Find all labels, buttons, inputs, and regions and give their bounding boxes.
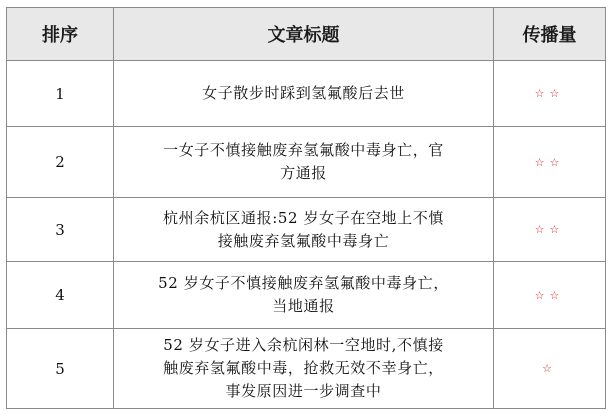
row-spread-rating (494, 329, 606, 409)
row-rank: 4 (7, 262, 114, 329)
title-line: 接触废弃氢氟酸中毒身亡 (217, 231, 390, 250)
row-rank: 1 (7, 61, 114, 127)
news-spread-table (6, 7, 606, 409)
star-icon: ☆ (534, 288, 550, 302)
row-title (114, 61, 494, 127)
row-title (114, 262, 494, 329)
title-line: 当地通报 (272, 297, 335, 315)
star-icon: ☆ (542, 362, 557, 375)
row-title (114, 127, 494, 198)
row-spread-rating (494, 127, 606, 198)
title-line: 52 岁女子不慎接触废弃氢氟酸中毒身亡， (158, 274, 449, 292)
row-title (114, 329, 494, 409)
title-line: 事发原因进一步调查中 (225, 382, 382, 400)
row-spread-rating (494, 262, 606, 329)
row-rank: 2 (7, 127, 114, 198)
row-rank: 5 (7, 329, 114, 409)
table-row (7, 329, 606, 409)
star-icon: ☆ (549, 155, 565, 169)
star-icon: ☆ (549, 223, 565, 236)
table-row (7, 198, 606, 262)
row-spread-rating (494, 61, 606, 127)
star-icon: ☆ (549, 288, 565, 302)
header-title: 文章标题 (114, 8, 494, 61)
row-spread-rating (494, 198, 606, 262)
title-line: 女子散步时踩到氢氟酸后去世 (202, 84, 405, 102)
header-spread: 传播量 (494, 8, 606, 61)
row-title (114, 198, 494, 262)
title-line: 杭州余杭区通报:52 岁女子在空地上不慎 (163, 208, 444, 227)
header-row (7, 8, 606, 61)
table-row (7, 127, 606, 198)
title-line: 方通报 (280, 164, 327, 182)
table-row (7, 61, 606, 127)
star-icon: ☆ (534, 87, 550, 100)
star-icon: ☆ (534, 223, 550, 236)
table-body (7, 61, 606, 409)
star-icon: ☆ (534, 155, 550, 169)
title-line: 触废弃氢氟酸中毒，抢救无效不幸身亡， (163, 359, 444, 377)
row-rank: 3 (7, 198, 114, 262)
title-line: 52 岁女子进入余杭闲林一空地时,不慎接 (163, 336, 444, 354)
star-icon: ☆ (549, 87, 565, 100)
header-rank: 排序 (7, 8, 114, 61)
table-row (7, 262, 606, 329)
title-line: 一女子不慎接触废弃氢氟酸中毒身亡，官 (163, 141, 444, 159)
